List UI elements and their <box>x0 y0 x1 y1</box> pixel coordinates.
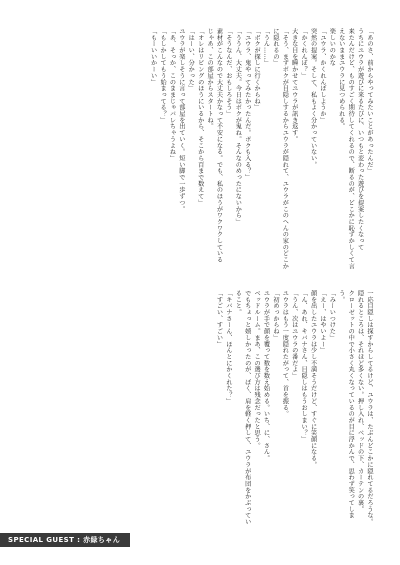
text-block-bottom: 一応目隠しは探すからしてるけど、ユウラは、たぶんどこかに隠れてるだろうな。 隠れるところは、それほど多くない。押し入れ、ベッドの下、カーテンの裏。 クローゼットの中で小さく丸くなっているのが目に浮かんで、思わず笑ってしまう。 「みーいつけた」 「えー、はやいよー」 顔を出したユウラは少し不満そうだけど、すぐに笑顔になる。 「ん、あれ、キバナさん、目隠しはもうおしまい？」 「うん、次はユウラの番だよ」 ユウラはもう一度隠れたがって、首を振る。 「初めっからね」 ユウラが手で顔を覆って数を数え始める。いち、に、さん。 ベッドルーム。まあ、この選び方は残念だったと思う。 でもちょっと嬉しかったのが、ぼく、肩を軽く押して、ユウラが布団をかぶっていること。 「キバナさーん、ほんとにかくれた？」 「すごい、すごい」 <box>215 290 373 525</box>
special-guest-banner <box>0 533 130 547</box>
text-block-top: 「あのさ、前からやってみたいことがあったんだ」 うちにユウラが遊びに来るたびに、いつもと変わった遊びを提案したくなって 来たんだけど、ものすごく期待してくれるので、断るのが、どこかに恥ずかしくて言えないままユウラに見つめられる。 楽しいのかな 「ユウラ、かくれんぼしようか」 突然の提案。そして、私もよく分かっていない。 「かくれんぼ？」 大きな目を瞬かせてユウラが訊き返す。 「そう、まずボクが目隠しするからユウラが隠れて、ユウラがこのへんの家のどこかに隠れるの」 「うん……」 「ボクが探しに行くからね」 「ユウラ、鬼やってみたかったんだ。ボクも入る？」 「ううん、大丈夫。今日はボクが鬼ね。そんなのめったにないから」 「そうなんだ、おもしろそう」 素材がこんなので大丈夫かなって不安になる。でも、私のほうがワクワクしている じゃあ、この部屋からスタートね。 「オレはリビングのほうにいるから、そこから百まで数えて」 「はーい、分かった」 ユウラが楽しそうに言って部屋を出ていく。短い脚で一歩ずつ。 「あ、そっか、このままじゃバレちゃうよね」 「もしかしてもう始まってる？」 「もーいいかーい」 <box>149 28 373 270</box>
special-guest-label: SPECIAL GUEST : 赤緑ちゃん <box>8 536 121 544</box>
